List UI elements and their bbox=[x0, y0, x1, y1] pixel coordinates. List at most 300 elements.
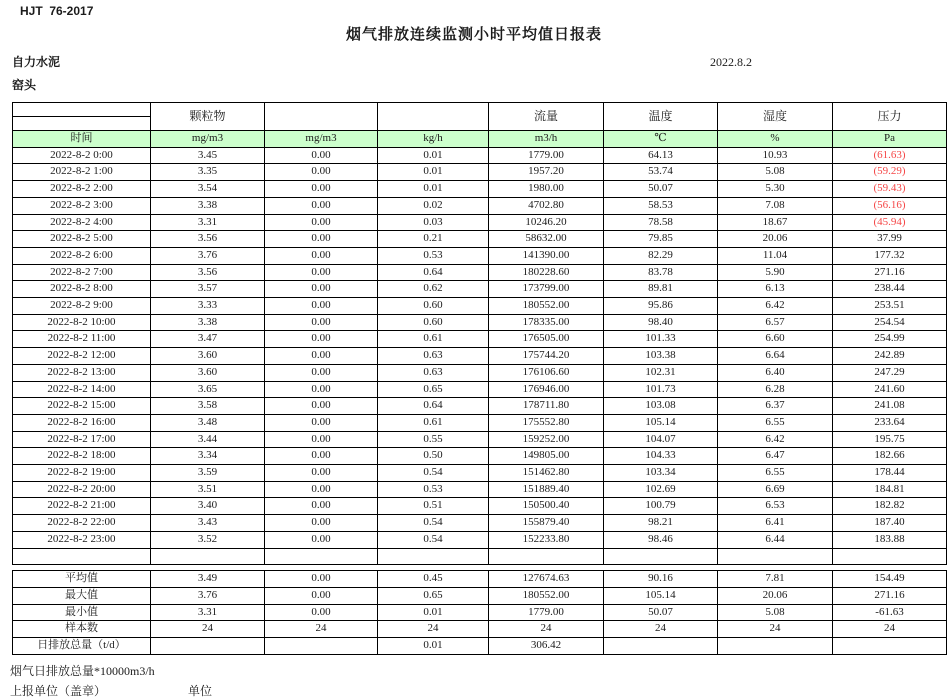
value-cell: 24 bbox=[151, 621, 265, 638]
empty-row bbox=[13, 548, 947, 565]
value-cell: 3.59 bbox=[151, 465, 265, 482]
value-cell: 0.00 bbox=[265, 231, 378, 248]
value-cell: 0.63 bbox=[378, 348, 489, 365]
summary-row bbox=[13, 638, 947, 655]
value-cell: 6.28 bbox=[718, 381, 833, 398]
value-cell: 53.74 bbox=[604, 164, 718, 181]
time-cell: 2022-8-2 5:00 bbox=[13, 231, 151, 248]
value-cell: 0.00 bbox=[265, 465, 378, 482]
value-cell: 0.54 bbox=[378, 465, 489, 482]
header-cell-particulate: 颗粒物 bbox=[151, 103, 265, 131]
data-row bbox=[13, 465, 947, 482]
value-cell: 58.53 bbox=[604, 197, 718, 214]
value-cell: 0.65 bbox=[378, 587, 489, 604]
value-cell: 187.40 bbox=[833, 515, 947, 532]
header-cell-temperature: 温度 bbox=[604, 103, 718, 131]
value-cell: 0.00 bbox=[265, 481, 378, 498]
value-cell: 0.61 bbox=[378, 414, 489, 431]
unit-header-row bbox=[13, 131, 947, 148]
value-cell: 183.88 bbox=[833, 531, 947, 548]
value-cell: 90.16 bbox=[604, 571, 718, 588]
value-cell: 180228.60 bbox=[489, 264, 604, 281]
value-cell: 0.64 bbox=[378, 264, 489, 281]
value-cell: 0.01 bbox=[378, 604, 489, 621]
time-cell: 2022-8-2 17:00 bbox=[13, 431, 151, 448]
value-cell: 24 bbox=[378, 621, 489, 638]
unit-cell-celsius: ℃ bbox=[604, 131, 718, 148]
data-row bbox=[13, 147, 947, 164]
value-cell: 0.54 bbox=[378, 515, 489, 532]
data-row bbox=[13, 264, 947, 281]
value-cell: 6.69 bbox=[718, 481, 833, 498]
time-cell: 2022-8-2 6:00 bbox=[13, 247, 151, 264]
value-cell: 3.65 bbox=[151, 381, 265, 398]
value-cell: 3.31 bbox=[151, 604, 265, 621]
empty-cell bbox=[151, 548, 265, 565]
value-cell: (45.94) bbox=[833, 214, 947, 231]
value-cell: 3.57 bbox=[151, 281, 265, 298]
data-row bbox=[13, 481, 947, 498]
value-cell: 0.00 bbox=[265, 587, 378, 604]
value-cell: 24 bbox=[604, 621, 718, 638]
summary-row bbox=[13, 621, 947, 638]
value-cell: 0.00 bbox=[265, 214, 378, 231]
value-cell: 0.00 bbox=[265, 531, 378, 548]
value-cell: 0.55 bbox=[378, 431, 489, 448]
value-cell: 24 bbox=[489, 621, 604, 638]
value-cell: 3.54 bbox=[151, 181, 265, 198]
value-cell: 11.04 bbox=[718, 247, 833, 264]
value-cell: 89.81 bbox=[604, 281, 718, 298]
value-cell: 238.44 bbox=[833, 281, 947, 298]
value-cell: 37.99 bbox=[833, 231, 947, 248]
data-row bbox=[13, 498, 947, 515]
value-cell: 178.44 bbox=[833, 465, 947, 482]
value-cell: 0.00 bbox=[265, 348, 378, 365]
value-cell: 3.44 bbox=[151, 431, 265, 448]
value-cell: (59.29) bbox=[833, 164, 947, 181]
value-cell: 0.50 bbox=[378, 448, 489, 465]
unit-cell-pa: Pa bbox=[833, 131, 947, 148]
value-cell: 3.48 bbox=[151, 414, 265, 431]
unit-cell-percent: % bbox=[718, 131, 833, 148]
value-cell: 98.40 bbox=[604, 314, 718, 331]
value-cell: 20.06 bbox=[718, 231, 833, 248]
value-cell: 184.81 bbox=[833, 481, 947, 498]
value-cell: 0.00 bbox=[265, 431, 378, 448]
value-cell: 3.40 bbox=[151, 498, 265, 515]
value-cell: 180552.00 bbox=[489, 587, 604, 604]
value-cell: 178335.00 bbox=[489, 314, 604, 331]
value-cell: 0.00 bbox=[265, 298, 378, 315]
time-cell: 2022-8-2 19:00 bbox=[13, 465, 151, 482]
value-cell: 173799.00 bbox=[489, 281, 604, 298]
data-row bbox=[13, 431, 947, 448]
value-cell: 101.33 bbox=[604, 331, 718, 348]
value-cell: 3.31 bbox=[151, 214, 265, 231]
value-cell: 6.37 bbox=[718, 398, 833, 415]
value-cell: 150500.40 bbox=[489, 498, 604, 515]
value-cell: 104.07 bbox=[604, 431, 718, 448]
summary-label-cell: 平均值 bbox=[13, 571, 151, 588]
data-row bbox=[13, 448, 947, 465]
value-cell: 10.93 bbox=[718, 147, 833, 164]
value-cell: 3.60 bbox=[151, 364, 265, 381]
unit-cell-mgm3-2: mg/m3 bbox=[265, 131, 378, 148]
value-cell: 0.00 bbox=[265, 571, 378, 588]
value-cell bbox=[833, 638, 947, 655]
value-cell: 20.06 bbox=[718, 587, 833, 604]
unit-cell-m3h: m3/h bbox=[489, 131, 604, 148]
summary-row bbox=[13, 604, 947, 621]
report-date: 2022.8.2 bbox=[710, 55, 752, 69]
value-cell: 0.53 bbox=[378, 247, 489, 264]
time-cell: 2022-8-2 20:00 bbox=[13, 481, 151, 498]
value-cell: 6.53 bbox=[718, 498, 833, 515]
value-cell: 176946.00 bbox=[489, 381, 604, 398]
value-cell: 103.34 bbox=[604, 465, 718, 482]
value-cell: 1779.00 bbox=[489, 604, 604, 621]
value-cell: 3.52 bbox=[151, 531, 265, 548]
value-cell: 241.08 bbox=[833, 398, 947, 415]
empty-cell bbox=[833, 548, 947, 565]
value-cell: 1779.00 bbox=[489, 147, 604, 164]
value-cell: 180552.00 bbox=[489, 298, 604, 315]
value-cell: 83.78 bbox=[604, 264, 718, 281]
value-cell: 0.00 bbox=[265, 498, 378, 515]
value-cell: 0.01 bbox=[378, 638, 489, 655]
header-cell-blank-1 bbox=[265, 103, 378, 131]
data-row bbox=[13, 247, 947, 264]
value-cell: 0.00 bbox=[265, 604, 378, 621]
empty-cell bbox=[265, 548, 378, 565]
value-cell: (59.43) bbox=[833, 181, 947, 198]
value-cell: 6.64 bbox=[718, 348, 833, 365]
value-cell: 0.64 bbox=[378, 398, 489, 415]
value-cell: 100.79 bbox=[604, 498, 718, 515]
value-cell: 177.32 bbox=[833, 247, 947, 264]
value-cell: 6.57 bbox=[718, 314, 833, 331]
value-cell: 182.82 bbox=[833, 498, 947, 515]
time-cell: 2022-8-2 9:00 bbox=[13, 298, 151, 315]
summary-row bbox=[13, 571, 947, 588]
value-cell: 149805.00 bbox=[489, 448, 604, 465]
value-cell: 159252.00 bbox=[489, 431, 604, 448]
report-page bbox=[0, 4, 948, 698]
time-cell: 2022-8-2 1:00 bbox=[13, 164, 151, 181]
time-cell: 2022-8-2 0:00 bbox=[13, 147, 151, 164]
header-cell-blank-2 bbox=[378, 103, 489, 131]
time-cell: 2022-8-2 16:00 bbox=[13, 414, 151, 431]
value-cell: 3.45 bbox=[151, 147, 265, 164]
summary-label-cell: 样本数 bbox=[13, 621, 151, 638]
value-cell: 7.08 bbox=[718, 197, 833, 214]
value-cell: 151889.40 bbox=[489, 481, 604, 498]
value-cell: 0.63 bbox=[378, 364, 489, 381]
value-cell: 3.49 bbox=[151, 571, 265, 588]
value-cell: 0.00 bbox=[265, 264, 378, 281]
value-cell: 176106.60 bbox=[489, 364, 604, 381]
value-cell: 0.21 bbox=[378, 231, 489, 248]
value-cell: 0.01 bbox=[378, 147, 489, 164]
value-cell bbox=[718, 638, 833, 655]
data-row bbox=[13, 531, 947, 548]
empty-cell bbox=[718, 548, 833, 565]
data-row bbox=[13, 281, 947, 298]
time-cell: 2022-8-2 11:00 bbox=[13, 331, 151, 348]
value-cell: 5.08 bbox=[718, 604, 833, 621]
value-cell: 105.14 bbox=[604, 587, 718, 604]
value-cell: 155879.40 bbox=[489, 515, 604, 532]
value-cell: 7.81 bbox=[718, 571, 833, 588]
time-cell: 2022-8-2 8:00 bbox=[13, 281, 151, 298]
header-empty-top-cell bbox=[13, 103, 151, 117]
value-cell: 0.00 bbox=[265, 181, 378, 198]
meta-row bbox=[0, 53, 948, 69]
value-cell: 79.85 bbox=[604, 231, 718, 248]
value-cell: 242.89 bbox=[833, 348, 947, 365]
value-cell: 254.54 bbox=[833, 314, 947, 331]
value-cell: 0.65 bbox=[378, 381, 489, 398]
summary-label-cell: 最小值 bbox=[13, 604, 151, 621]
value-cell: 0.61 bbox=[378, 331, 489, 348]
time-cell: 2022-8-2 22:00 bbox=[13, 515, 151, 532]
value-cell: 271.16 bbox=[833, 264, 947, 281]
value-cell: 0.53 bbox=[378, 481, 489, 498]
summary-table bbox=[12, 570, 947, 655]
value-cell: 3.51 bbox=[151, 481, 265, 498]
value-cell: 0.45 bbox=[378, 571, 489, 588]
time-cell: 2022-8-2 4:00 bbox=[13, 214, 151, 231]
unit-label: 单位 bbox=[188, 683, 213, 698]
time-cell: 2022-8-2 7:00 bbox=[13, 264, 151, 281]
value-cell: 182.66 bbox=[833, 448, 947, 465]
value-cell bbox=[604, 638, 718, 655]
summary-rows-body bbox=[13, 571, 947, 655]
table-header bbox=[13, 103, 947, 148]
unit-cell-mgm3-1: mg/m3 bbox=[151, 131, 265, 148]
value-cell: 0.00 bbox=[265, 247, 378, 264]
data-row bbox=[13, 231, 947, 248]
value-cell: 6.44 bbox=[718, 531, 833, 548]
value-cell: 0.00 bbox=[265, 164, 378, 181]
value-cell: 0.02 bbox=[378, 197, 489, 214]
value-cell: 3.38 bbox=[151, 314, 265, 331]
value-cell: 50.07 bbox=[604, 181, 718, 198]
header-empty-bottom-cell bbox=[13, 117, 151, 131]
value-cell: 0.00 bbox=[265, 448, 378, 465]
value-cell: 6.55 bbox=[718, 414, 833, 431]
value-cell: 50.07 bbox=[604, 604, 718, 621]
time-cell: 2022-8-2 14:00 bbox=[13, 381, 151, 398]
value-cell: 98.21 bbox=[604, 515, 718, 532]
data-row bbox=[13, 398, 947, 415]
value-cell: 175552.80 bbox=[489, 414, 604, 431]
value-cell: 3.58 bbox=[151, 398, 265, 415]
time-cell: 2022-8-2 3:00 bbox=[13, 197, 151, 214]
time-cell: 2022-8-2 10:00 bbox=[13, 314, 151, 331]
value-cell: 3.43 bbox=[151, 515, 265, 532]
value-cell: 271.16 bbox=[833, 587, 947, 604]
data-row bbox=[13, 515, 947, 532]
value-cell: 24 bbox=[265, 621, 378, 638]
value-cell: 141390.00 bbox=[489, 247, 604, 264]
value-cell: 3.47 bbox=[151, 331, 265, 348]
company-name: 自力水泥 bbox=[12, 55, 61, 69]
value-cell: 247.29 bbox=[833, 364, 947, 381]
time-cell: 2022-8-2 15:00 bbox=[13, 398, 151, 415]
value-cell: 4702.80 bbox=[489, 197, 604, 214]
value-cell: 82.29 bbox=[604, 247, 718, 264]
value-cell: 6.55 bbox=[718, 465, 833, 482]
empty-cell bbox=[604, 548, 718, 565]
report-table bbox=[12, 102, 947, 565]
value-cell: 306.42 bbox=[489, 638, 604, 655]
value-cell: 5.90 bbox=[718, 264, 833, 281]
value-cell: 24 bbox=[833, 621, 947, 638]
value-cell: 102.69 bbox=[604, 481, 718, 498]
value-cell: 95.86 bbox=[604, 298, 718, 315]
report-title: 烟气排放连续监测小时平均值日报表 bbox=[345, 27, 602, 43]
data-row bbox=[13, 181, 947, 198]
value-cell: 10246.20 bbox=[489, 214, 604, 231]
value-cell: 0.00 bbox=[265, 398, 378, 415]
value-cell: 6.41 bbox=[718, 515, 833, 532]
value-cell: 1980.00 bbox=[489, 181, 604, 198]
empty-cell bbox=[378, 548, 489, 565]
value-cell: 0.00 bbox=[265, 197, 378, 214]
value-cell: 6.42 bbox=[718, 298, 833, 315]
value-cell: 0.01 bbox=[378, 181, 489, 198]
data-row bbox=[13, 197, 947, 214]
value-cell: 103.38 bbox=[604, 348, 718, 365]
data-row bbox=[13, 348, 947, 365]
value-cell: 3.33 bbox=[151, 298, 265, 315]
value-cell: 241.60 bbox=[833, 381, 947, 398]
value-cell: 6.60 bbox=[718, 331, 833, 348]
value-cell: 64.13 bbox=[604, 147, 718, 164]
header-cell-flow: 流量 bbox=[489, 103, 604, 131]
empty-cell bbox=[489, 548, 604, 565]
value-cell: 0.60 bbox=[378, 298, 489, 315]
value-cell: 154.49 bbox=[833, 571, 947, 588]
value-cell: 3.56 bbox=[151, 231, 265, 248]
value-cell: 102.31 bbox=[604, 364, 718, 381]
value-cell: 151462.80 bbox=[489, 465, 604, 482]
value-cell: (56.16) bbox=[833, 197, 947, 214]
data-row bbox=[13, 364, 947, 381]
value-cell bbox=[265, 638, 378, 655]
value-cell: 5.30 bbox=[718, 181, 833, 198]
value-cell: 175744.20 bbox=[489, 348, 604, 365]
value-cell: 0.00 bbox=[265, 331, 378, 348]
header-cell-pressure: 压力 bbox=[833, 103, 947, 131]
value-cell: 0.00 bbox=[265, 314, 378, 331]
value-cell: 0.00 bbox=[265, 381, 378, 398]
doc-code: HJT 76-2017 bbox=[20, 4, 94, 18]
value-cell: 6.13 bbox=[718, 281, 833, 298]
summary-label-cell: 最大值 bbox=[13, 587, 151, 604]
value-cell: 101.73 bbox=[604, 381, 718, 398]
unit-cell-time: 时间 bbox=[13, 131, 151, 148]
value-cell: 3.60 bbox=[151, 348, 265, 365]
value-cell: 105.14 bbox=[604, 414, 718, 431]
data-row bbox=[13, 381, 947, 398]
data-row bbox=[13, 331, 947, 348]
value-cell: 6.42 bbox=[718, 431, 833, 448]
value-cell: 24 bbox=[718, 621, 833, 638]
header-cell-humidity: 湿度 bbox=[718, 103, 833, 131]
value-cell: 127674.63 bbox=[489, 571, 604, 588]
value-cell: 0.00 bbox=[265, 281, 378, 298]
time-cell: 2022-8-2 13:00 bbox=[13, 364, 151, 381]
value-cell: 0.51 bbox=[378, 498, 489, 515]
time-cell: 2022-8-2 12:00 bbox=[13, 348, 151, 365]
value-cell: 3.76 bbox=[151, 587, 265, 604]
value-cell: 18.67 bbox=[718, 214, 833, 231]
data-row bbox=[13, 314, 947, 331]
time-cell: 2022-8-2 2:00 bbox=[13, 181, 151, 198]
value-cell: 0.62 bbox=[378, 281, 489, 298]
value-cell: 0.03 bbox=[378, 214, 489, 231]
value-cell: 6.47 bbox=[718, 448, 833, 465]
value-cell: 103.08 bbox=[604, 398, 718, 415]
value-cell: 0.00 bbox=[265, 147, 378, 164]
empty-cell bbox=[13, 548, 151, 565]
value-cell: 3.38 bbox=[151, 197, 265, 214]
value-cell: 0.60 bbox=[378, 314, 489, 331]
data-row bbox=[13, 164, 947, 181]
value-cell: 58632.00 bbox=[489, 231, 604, 248]
value-cell: 6.40 bbox=[718, 364, 833, 381]
value-cell bbox=[151, 638, 265, 655]
value-cell: 195.75 bbox=[833, 431, 947, 448]
value-cell: 253.51 bbox=[833, 298, 947, 315]
value-cell: 1957.20 bbox=[489, 164, 604, 181]
flow-total-note: 烟气日排放总量*10000m3/h bbox=[10, 663, 155, 678]
summary-label-cell: 日排放总量（t/d） bbox=[13, 638, 151, 655]
value-cell: 176505.00 bbox=[489, 331, 604, 348]
value-cell: 98.46 bbox=[604, 531, 718, 548]
station-name: 窑头 bbox=[12, 78, 37, 92]
unit-cell-kgh: kg/h bbox=[378, 131, 489, 148]
data-row bbox=[13, 298, 947, 315]
value-cell: 0.01 bbox=[378, 164, 489, 181]
value-cell: 3.34 bbox=[151, 448, 265, 465]
value-cell: 254.99 bbox=[833, 331, 947, 348]
empty-row-body bbox=[13, 548, 947, 565]
value-cell: 152233.80 bbox=[489, 531, 604, 548]
data-row bbox=[13, 214, 947, 231]
value-cell: 3.35 bbox=[151, 164, 265, 181]
value-cell: 3.56 bbox=[151, 264, 265, 281]
value-cell: -61.63 bbox=[833, 604, 947, 621]
value-cell: 3.76 bbox=[151, 247, 265, 264]
time-cell: 2022-8-2 23:00 bbox=[13, 531, 151, 548]
value-cell: 104.33 bbox=[604, 448, 718, 465]
value-cell: (61.63) bbox=[833, 147, 947, 164]
data-row bbox=[13, 414, 947, 431]
footer-line bbox=[10, 682, 948, 699]
value-cell: 0.54 bbox=[378, 531, 489, 548]
data-rows-body bbox=[13, 147, 947, 548]
value-cell: 0.00 bbox=[265, 414, 378, 431]
value-cell: 0.00 bbox=[265, 364, 378, 381]
time-cell: 2022-8-2 18:00 bbox=[13, 448, 151, 465]
reporting-unit-label: 上报单位（盖章） bbox=[10, 683, 107, 698]
summary-row bbox=[13, 587, 947, 604]
value-cell: 233.64 bbox=[833, 414, 947, 431]
